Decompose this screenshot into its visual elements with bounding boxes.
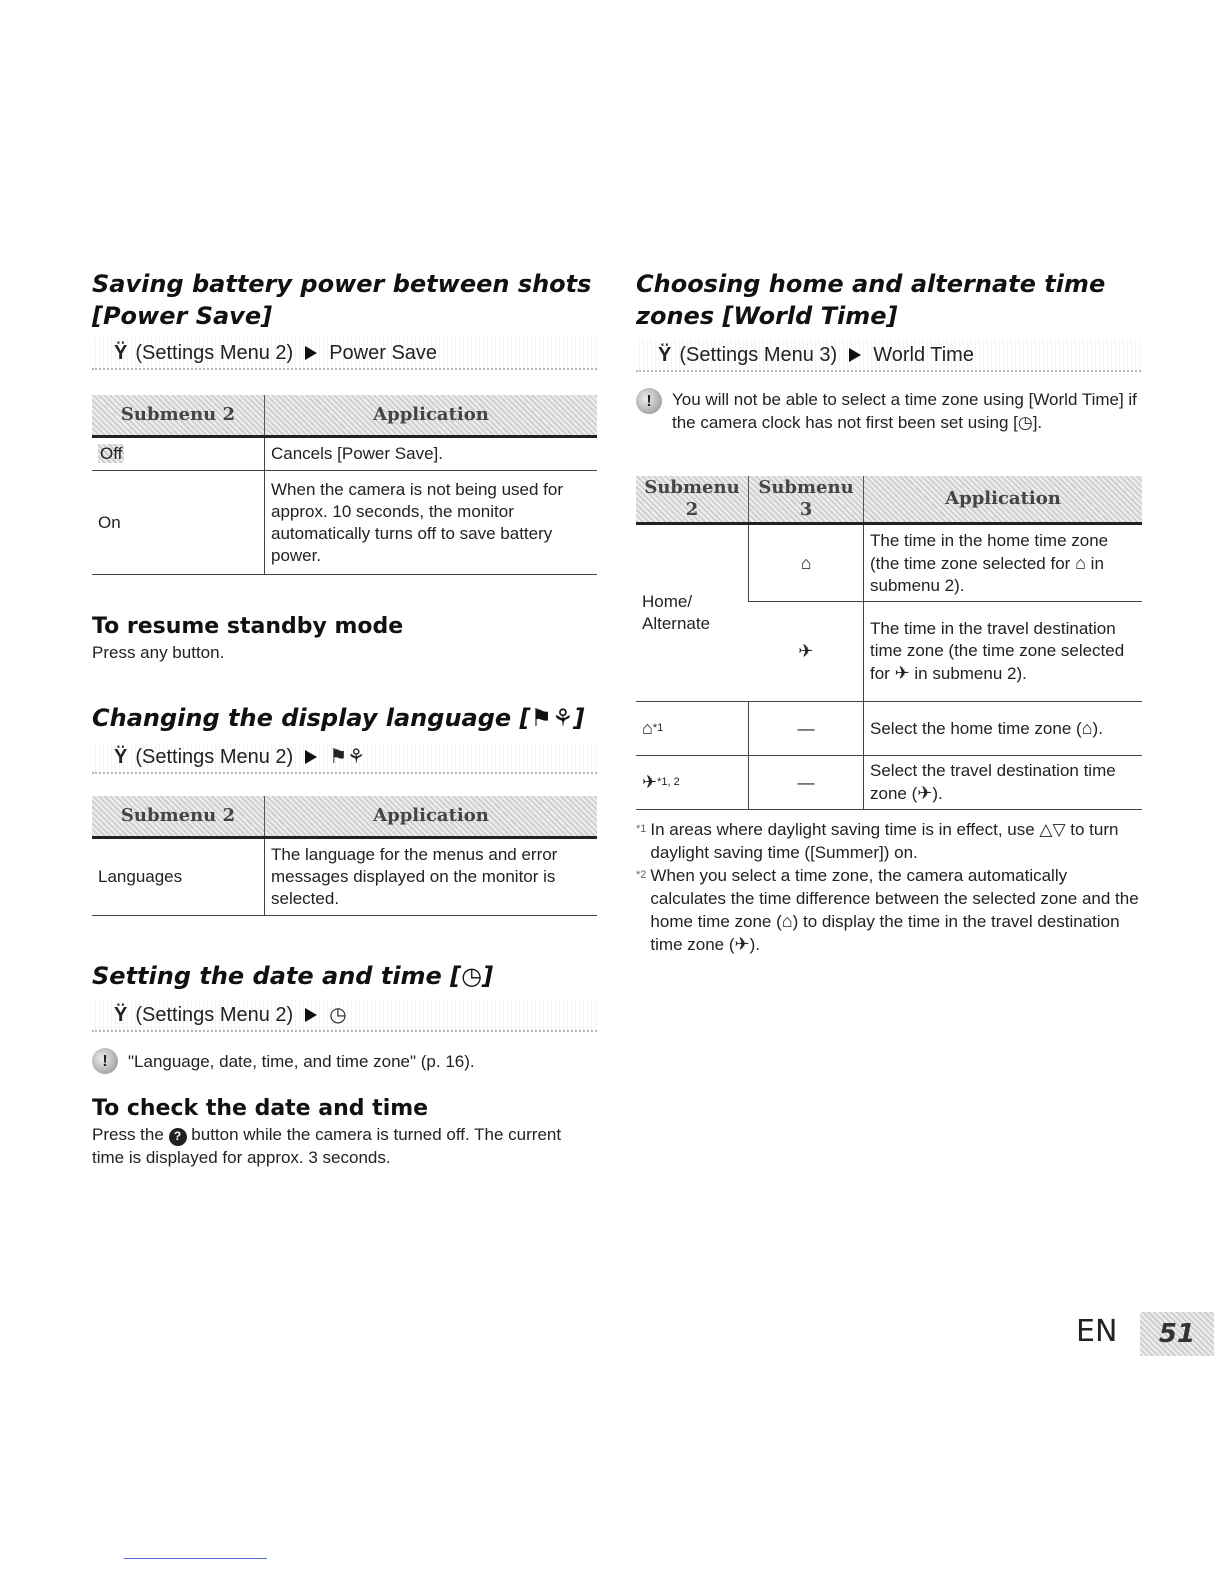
option-off: Off (100, 444, 123, 463)
table-row (92, 437, 597, 471)
settings-wrench-icon: Ÿ (114, 746, 128, 768)
application-cell: The time in the home time zone (the time zone selected for ⌂ in submenu 2). (864, 524, 1143, 602)
resume-title: To resume standby mode (92, 614, 404, 639)
submenu3-dash: — (749, 756, 864, 810)
check-title: To check the date and time (92, 1096, 429, 1121)
power-save-section (92, 268, 602, 332)
power-save-table (92, 395, 597, 575)
application-cell: Select the travel destination time zone (✈). (864, 756, 1143, 810)
language-icon: ⚑⚘ (530, 704, 574, 732)
arrow-right-icon (849, 348, 861, 362)
bottom-rule (124, 1558, 267, 1559)
breadcrumb-target: Power Save (329, 342, 438, 364)
caution-icon: ! (636, 388, 662, 414)
datetime-breadcrumb (92, 1000, 597, 1032)
table-header: Application (265, 395, 598, 437)
footnote-1: *1 In areas where daylight saving time is in effect, use △▽ to turn daylight saving time ([Summer]) on. (636, 820, 1119, 862)
clock-icon: ◷ (1017, 413, 1033, 432)
application-cell: When the camera is not being used for approx. 10 seconds, the monitor automatically turns off to save battery power. (265, 471, 598, 575)
plane-icon: ✈ (917, 783, 933, 803)
world-time-section (636, 268, 1146, 332)
footnote-2: *2 When you select a time zone, the camera automatically calculates the time difference between the selected zone and the home time zone (⌂) to display the time in the travel destination time zone (✈). (636, 866, 1139, 954)
world-time-title: Choosing home and alternate time zones [World Time] (636, 270, 1106, 330)
footnotes (636, 818, 1146, 956)
table-header: Submenu 2 (92, 395, 265, 437)
language-section (92, 702, 612, 734)
arrow-right-icon (305, 1008, 317, 1022)
application-cell: The language for the menus and error messages displayed on the monitor is selected. (265, 838, 598, 916)
table-row (636, 524, 1142, 602)
application-cell: The time in the travel destination time zone (the time zone selected for ✈ in submenu 2). (864, 602, 1143, 702)
home-icon: ⌂ (1081, 718, 1093, 738)
world-time-note (636, 388, 1146, 434)
footnote-mark: *1, 2 (657, 776, 680, 788)
language-title: Changing the display language [⚑⚘] (92, 704, 585, 732)
breadcrumb-menu: (Settings Menu 3) (679, 344, 838, 366)
caution-icon: ! (92, 1048, 118, 1074)
table-row (636, 702, 1142, 756)
home-icon: ⌂ (1075, 552, 1086, 573)
option-languages: Languages (92, 838, 265, 916)
power-save-breadcrumb (92, 338, 597, 370)
table-header: Submenu 2 (636, 476, 749, 524)
resume-text: Press any button. (92, 643, 225, 662)
table-header: Submenu 3 (749, 476, 864, 524)
table-row (92, 471, 597, 575)
breadcrumb-target: World Time (873, 344, 974, 366)
table-header: Submenu 2 (92, 796, 265, 838)
breadcrumb-menu: (Settings Menu 2) (135, 1004, 294, 1026)
language-code: EN (1076, 1314, 1118, 1349)
table-row (92, 838, 597, 916)
world-time-table (636, 476, 1142, 810)
home-icon: ⌂ (800, 552, 812, 573)
clock-icon: ◷ (329, 1004, 347, 1026)
info-button-icon: ? (169, 1128, 187, 1146)
submenu3-dash: — (749, 702, 864, 756)
breadcrumb-menu: (Settings Menu 2) (135, 342, 294, 364)
language-icon: ⚑⚘ (329, 746, 366, 768)
table-row (636, 756, 1142, 810)
plane-icon: ✈ (642, 772, 658, 792)
breadcrumb-menu: (Settings Menu 2) (135, 746, 294, 768)
datetime-note-text: "Language, date, time, and time zone" (p. 16). (128, 1051, 475, 1071)
settings-wrench-icon: Ÿ (114, 342, 128, 364)
plane-icon: ✈ (798, 641, 814, 661)
option-on: On (92, 471, 265, 575)
plane-icon: ✈ (734, 934, 750, 954)
application-cell: Cancels [Power Save]. (265, 437, 598, 471)
table-header: Application (864, 476, 1143, 524)
datetime-note (92, 1048, 597, 1074)
resume-section (92, 614, 597, 664)
check-text: Press the ? button while the camera is turned off. The current time is displayed for approx. 3 seconds. (92, 1125, 562, 1167)
arrow-right-icon (305, 346, 317, 360)
home-icon: ⌂ (781, 911, 793, 931)
footnote-mark: *1 (652, 722, 664, 734)
datetime-title: Setting the date and time [◷] (92, 962, 494, 990)
arrow-right-icon (305, 750, 317, 764)
world-time-note-text: You will not be able to select a time zone using [World Time] if the camera clock has not first been set using [◷]. (672, 390, 1137, 432)
check-section (92, 1096, 597, 1169)
settings-wrench-icon: Ÿ (658, 344, 672, 366)
world-time-breadcrumb (636, 340, 1141, 372)
home-alternate-label: Home/ Alternate (636, 524, 749, 702)
plane-icon: ✈ (894, 663, 910, 683)
power-save-title: Saving battery power between shots [Power Save] (92, 270, 592, 330)
table-header: Application (265, 796, 598, 838)
page-number: 51 (1140, 1312, 1214, 1356)
clock-icon: ◷ (461, 962, 483, 990)
language-breadcrumb (92, 742, 597, 774)
application-cell: Select the home time zone (⌂). (864, 702, 1143, 756)
datetime-section (92, 960, 612, 992)
language-table (92, 796, 597, 916)
home-icon: ⌂ (642, 718, 653, 738)
settings-wrench-icon: Ÿ (114, 1004, 128, 1026)
